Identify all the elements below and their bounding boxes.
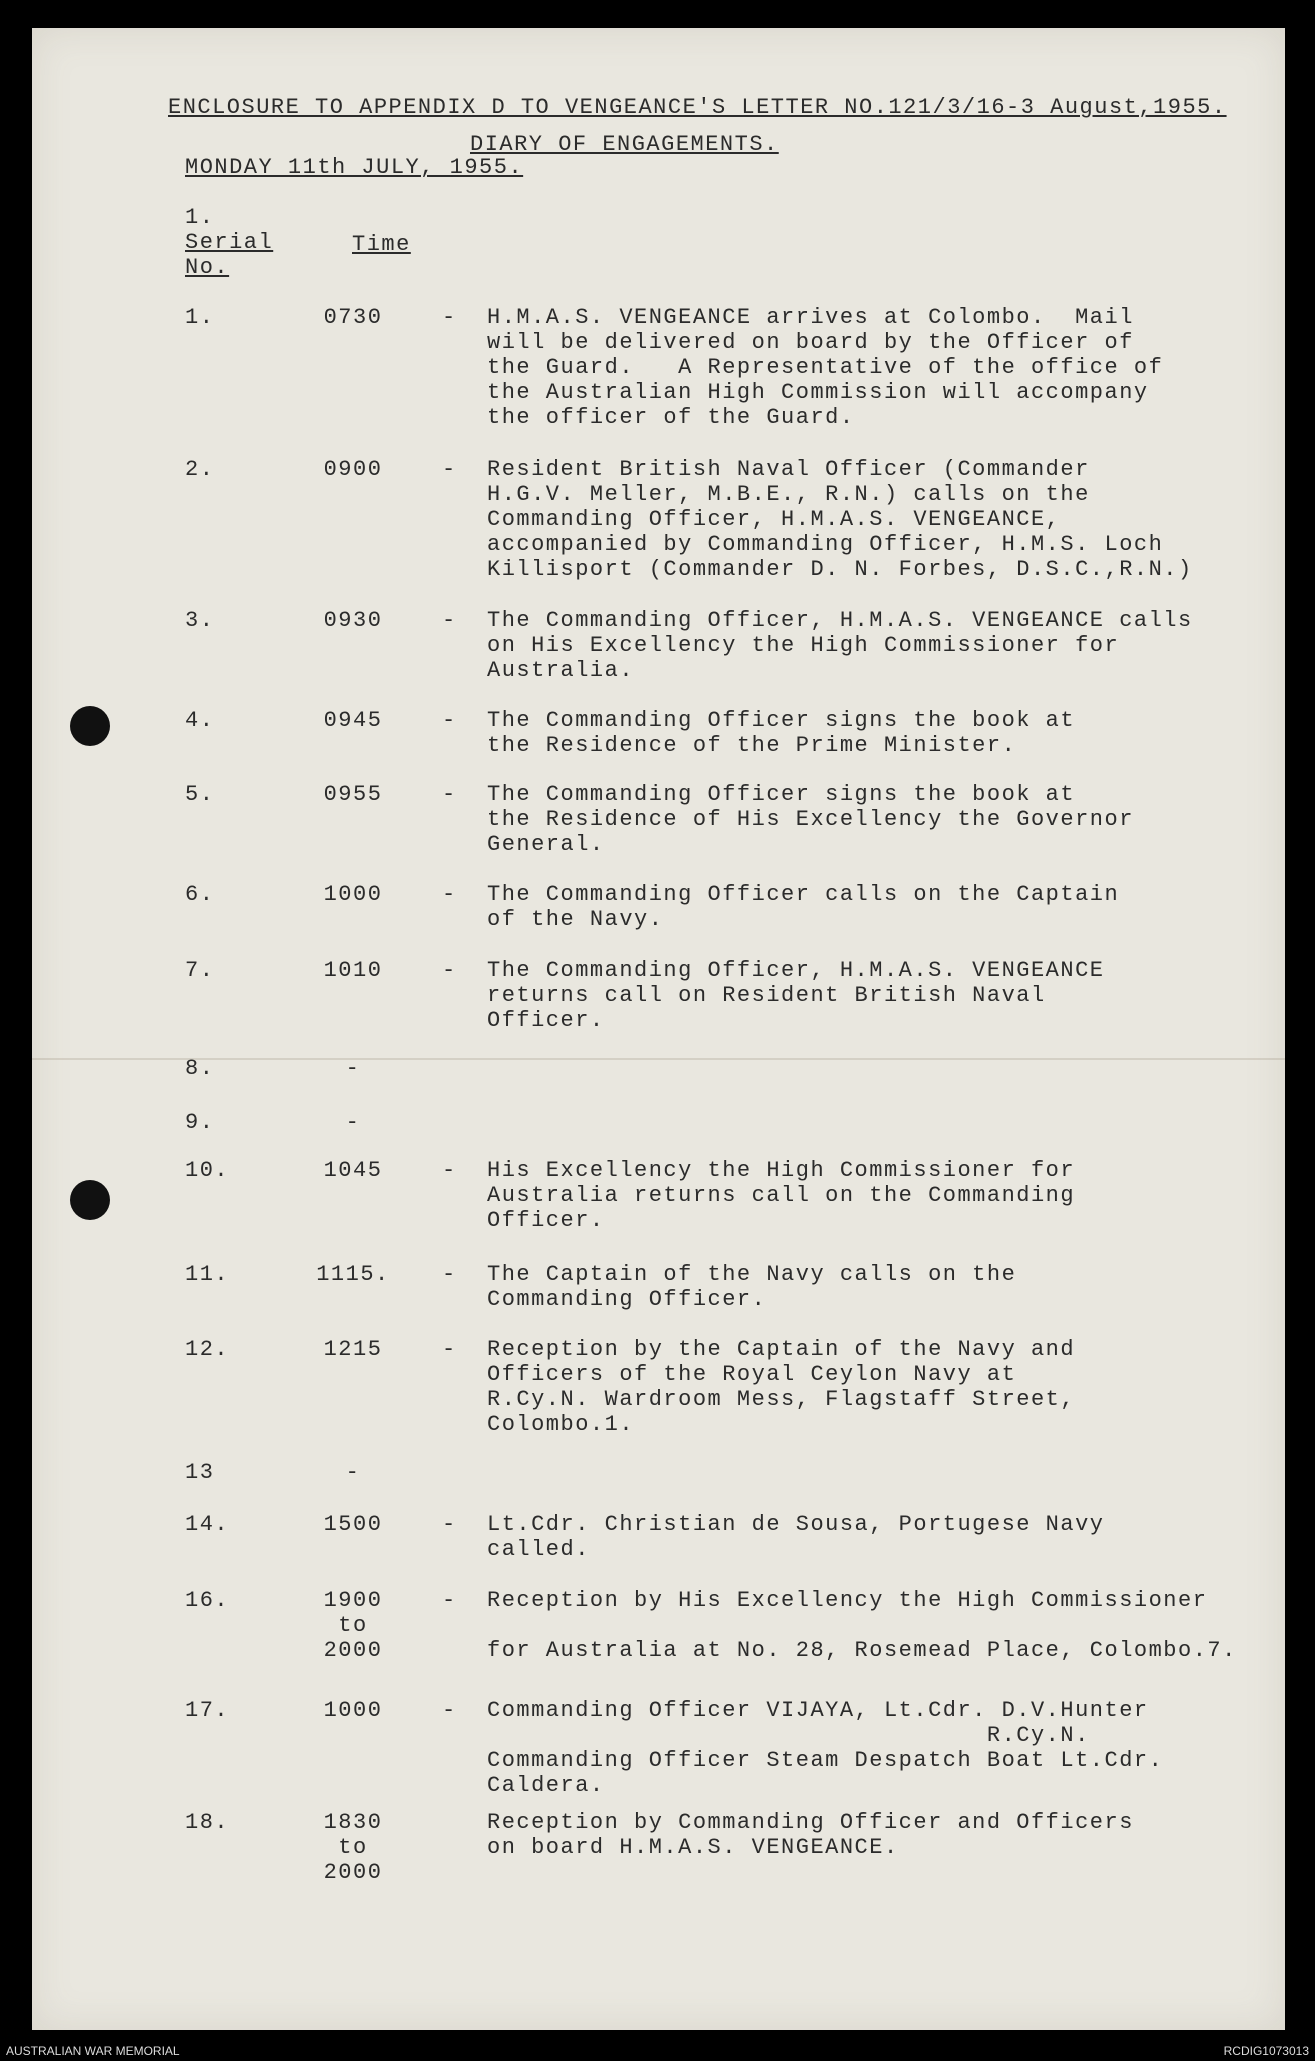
- entry-time: 0930: [323, 608, 383, 633]
- entry-time: -: [345, 1056, 361, 1081]
- entry-description: [487, 305, 1163, 430]
- column-header-serial: Serial: [185, 230, 274, 255]
- footer-source: AUSTRALIAN WAR MEMORIAL: [6, 2044, 180, 2058]
- entry-description-line: Commanding Officer, H.M.A.S. VENGEANCE,: [487, 507, 1061, 532]
- entry-description-line: will be delivered on board by the Officer of: [487, 330, 1134, 355]
- entry-dash: -: [442, 1158, 457, 1183]
- entry-description-line: the officer of the Guard.: [487, 405, 855, 430]
- entry-description-line: R.Cy.N. Wardroom Mess, Flagstaff Street,: [487, 1387, 1076, 1412]
- entry-time: 0955: [323, 782, 383, 807]
- entry-dash: -: [442, 305, 457, 330]
- entry-serial: 7.: [185, 958, 215, 983]
- entry-serial: 1.: [185, 305, 215, 330]
- entry-serial: 8.: [185, 1056, 215, 1081]
- entry-time: 1115.: [316, 1262, 390, 1287]
- page-number: 1.: [185, 205, 215, 230]
- entry-dash: -: [442, 958, 457, 983]
- entry-serial: 17.: [185, 1698, 230, 1723]
- entry-dash: -: [442, 882, 457, 907]
- punch-hole-top: [70, 706, 110, 746]
- entry-time: -: [345, 1110, 361, 1135]
- entry-description-line: Killisport (Commander D. N. Forbes, D.S.C.,R.N.): [487, 557, 1193, 582]
- entry-serial: 6.: [185, 882, 215, 907]
- entry-dash: -: [442, 1512, 457, 1537]
- footer-reference: RCDIG1073013: [1223, 2044, 1309, 2058]
- entry-description-line: Commanding Officer Steam Despatch Boat Lt.Cdr.: [487, 1748, 1164, 1773]
- entry-description-line: called.: [487, 1537, 590, 1562]
- entry-description-line: H.G.V. Meller, M.B.E., R.N.) calls on the: [487, 482, 1090, 507]
- entry-dash: -: [442, 608, 457, 633]
- enclosure-heading: ENCLOSURE TO APPENDIX D TO VENGEANCE'S LETTER NO.121/3/16-3 August,1955.: [168, 95, 1227, 120]
- entry-description-line: accompanied by Commanding Officer, H.M.S. Loch: [487, 532, 1164, 557]
- entry-description-line: on board H.M.A.S. VENGEANCE.: [487, 1835, 899, 1860]
- entry-description-line: Australia.: [487, 658, 635, 683]
- entry-description-line: of the Navy.: [487, 907, 664, 932]
- entry-description: [487, 708, 1075, 758]
- entry-description-line: on His Excellency the High Commissioner for: [487, 633, 1120, 658]
- entry-description-line: Officer.: [487, 1208, 605, 1233]
- fold-crease: [32, 1058, 1285, 1060]
- entry-description-line: The Commanding Officer, H.M.A.S. VENGEANCE calls: [487, 608, 1193, 633]
- entry-dash: -: [442, 708, 457, 733]
- entry-dash: -: [442, 1588, 457, 1613]
- entry-description-line: [487, 1613, 1237, 1638]
- entry-description-line: The Captain of the Navy calls on the: [487, 1262, 1017, 1287]
- entry-time: 1000: [323, 882, 383, 907]
- entry-description-line: The Commanding Officer, H.M.A.S. VENGEANCE: [487, 958, 1105, 983]
- entry-dash: -: [442, 782, 457, 807]
- entry-description-line: Officers of the Royal Ceylon Navy at: [487, 1362, 1017, 1387]
- entry-dash: -: [442, 1337, 457, 1362]
- entry-serial: 10.: [185, 1158, 230, 1183]
- entry-time: 0730: [323, 305, 383, 330]
- entry-time: 1500: [323, 1512, 383, 1537]
- entry-description-line: the Guard. A Representative of the office of: [487, 355, 1164, 380]
- entry-time: 1000: [323, 1698, 383, 1723]
- entry-description: [487, 608, 1193, 683]
- entry-description: [487, 1512, 1105, 1562]
- entry-time: 1830: [323, 1810, 383, 1835]
- entry-description-line: Lt.Cdr. Christian de Sousa, Portugese Navy: [487, 1512, 1105, 1537]
- entry-description-line: His Excellency the High Commissioner for: [487, 1158, 1076, 1183]
- entry-description-line: H.M.A.S. VENGEANCE arrives at Colombo. Mail: [487, 305, 1134, 330]
- entry-serial: 5.: [185, 782, 215, 807]
- entry-description-line: returns call on Resident British Naval: [487, 983, 1046, 1008]
- entry-time: 2000: [323, 1638, 383, 1663]
- entry-time: 0900: [323, 457, 383, 482]
- entry-serial: 14.: [185, 1512, 230, 1537]
- entry-description-line: General.: [487, 832, 605, 857]
- entry-description: [487, 457, 1193, 582]
- column-header-time: Time: [352, 232, 411, 257]
- entry-time: 1045: [323, 1158, 383, 1183]
- entry-time: 1900: [323, 1588, 383, 1613]
- entry-description-line: Australia returns call on the Commanding: [487, 1183, 1076, 1208]
- date-line: MONDAY 11th JULY, 1955.: [185, 155, 524, 180]
- page-title: DIARY OF ENGAGEMENTS.: [470, 132, 779, 157]
- entry-serial: 11.: [185, 1262, 230, 1287]
- entry-serial: 12.: [185, 1337, 230, 1362]
- entry-description-line: Reception by Commanding Officer and Officers: [487, 1810, 1134, 1835]
- column-header-serial-no: No.: [185, 255, 230, 280]
- entry-description-line: Commanding Officer.: [487, 1287, 767, 1312]
- entry-description-line: Colombo.1.: [487, 1412, 635, 1437]
- entry-serial: 18.: [185, 1810, 230, 1835]
- entry-time: to: [338, 1613, 368, 1638]
- entry-description-line: Reception by His Excellency the High Commissioner: [487, 1588, 1208, 1613]
- entry-time: 1010: [323, 958, 383, 983]
- entry-description-line: the Australian High Commission will accompany: [487, 380, 1149, 405]
- entry-description-line: R.Cy.N.: [487, 1723, 1090, 1748]
- entry-serial: 3.: [185, 608, 215, 633]
- entry-description-line: for Australia at No. 28, Rosemead Place, Colombo.7.: [487, 1638, 1237, 1663]
- entry-dash: -: [442, 1698, 457, 1723]
- entry-time: 2000: [323, 1860, 383, 1885]
- entry-description: [487, 1337, 1075, 1437]
- entry-serial: 2.: [185, 457, 215, 482]
- entry-description-line: Caldera.: [487, 1773, 605, 1798]
- entry-description-line: Officer.: [487, 1008, 605, 1033]
- entry-time: -: [345, 1460, 361, 1485]
- entry-serial: 4.: [185, 708, 215, 733]
- entry-time: 1215: [323, 1337, 383, 1362]
- entry-description-line: Commanding Officer VIJAYA, Lt.Cdr. D.V.Hunter: [487, 1698, 1149, 1723]
- entry-description-line: Reception by the Captain of the Navy and: [487, 1337, 1076, 1362]
- entry-description: [487, 958, 1105, 1033]
- entry-dash: -: [442, 457, 457, 482]
- entry-description: [487, 1588, 1237, 1663]
- entry-description: [487, 882, 1119, 932]
- entry-description-line: the Residence of the Prime Minister.: [487, 733, 1017, 758]
- entry-serial: 13: [185, 1460, 215, 1485]
- entry-description: [487, 1262, 1016, 1312]
- entry-description: [487, 782, 1134, 857]
- entry-dash: -: [442, 1262, 457, 1287]
- entry-description-line: The Commanding Officer signs the book at: [487, 708, 1076, 733]
- entry-time: to: [338, 1835, 368, 1860]
- entry-description: [487, 1698, 1163, 1798]
- entry-description: [487, 1810, 1134, 1860]
- entry-description-line: the Residence of His Excellency the Governor: [487, 807, 1134, 832]
- entry-serial: 16.: [185, 1588, 230, 1613]
- entry-serial: 9.: [185, 1110, 215, 1135]
- entry-description-line: The Commanding Officer calls on the Captain: [487, 882, 1120, 907]
- punch-hole-bottom: [70, 1180, 110, 1220]
- entry-description-line: Resident British Naval Officer (Commander: [487, 457, 1090, 482]
- entry-time: 0945: [323, 708, 383, 733]
- entry-description: [487, 1158, 1075, 1233]
- entry-description-line: The Commanding Officer signs the book at: [487, 782, 1076, 807]
